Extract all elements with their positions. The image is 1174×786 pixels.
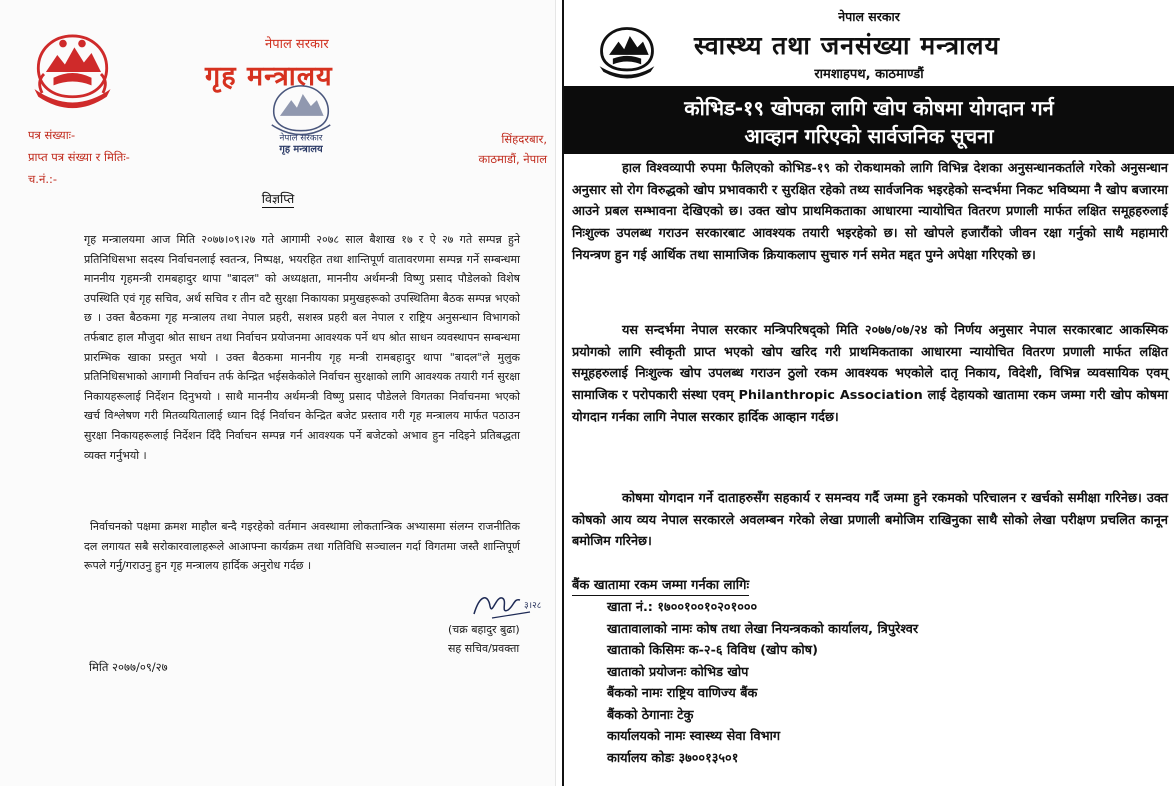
stamp-line-1: नेपाल सरकार [279, 133, 323, 144]
signature-icon [470, 588, 550, 622]
office-name: कार्यालयको नामः स्वास्थ्य सेवा विभाग [607, 729, 781, 744]
press-release-date: मिति २०७७/०९/२७ [89, 660, 168, 674]
notice-government-label: नेपाल सरकार [838, 9, 900, 24]
office-city: काठमाडौं, नेपाल [478, 152, 547, 166]
notice-title-line-2: आव्हान गरिएको सार्वजनिक सूचना [744, 124, 994, 148]
notice-paragraph-3: कोषमा योगदान गर्ने दाताहरुसँग सहकार्य र समन्वय गर्दै जम्मा हुने रकमको परिचालन र खर्चको समीक्षा गरिनेछ। उक्त कोषको आय व्यय नेपाल सरकारले अवलम्बन गरेको लेखा प्रणाली बमोजिम राखिनुका साथै सोको लेखा परीक्षण प्रचलित कानून बमोजिम गरिनेछ। [572, 491, 1168, 550]
bank-name: बैंकको नामः राष्ट्रिय वाणिज्य बैंक [607, 686, 758, 701]
letterhead-ministry-title: गृह मन्त्रालय [205, 61, 333, 92]
bank-account-purpose: खाताको प्रयोजनः कोभिड खोप [607, 664, 749, 680]
bank-account-type: खाताको किसिमः क-२-६ विविध (खोप कोष) [607, 643, 818, 658]
received-number-date-label: प्राप्त पत्र संख्या र मितिः- [28, 150, 130, 164]
bank-account-number: खाता नं.: १७००१००१०२०१००० [607, 600, 758, 615]
press-release-heading-text: विज्ञप्ति [261, 191, 295, 206]
bank-details-heading: बैंक खातामा रकम जम्मा गर्नका लागिः [572, 577, 749, 596]
press-release-paragraph-1: गृह मन्त्रालयमा आज मिति २०७७।०९।२७ गते आगामी २०७८ साल बैशाख १७ र ऐ २७ गते सम्पन्न हुने प्रतिनिधिसभा सदस्य निर्वाचनलाई स्वतन्त्र, निष्पक्ष, भयरहित तथा शान्तिपूर्ण वातावरणमा सम्पन्न गर्ने सम्बन्धमा माननीय गृहमन्त्री रामबहादुर थापा "बादल" को अध्यक्षता, माननीय अर्थमन्त्री विष्णु प्रसाद पौडेलको विशेष उपस्थिति एवं गृह सचिव, अर्थ सचिव र तीन वटै सुरक्षा निकायका प्रमुखहरूको उपस्थितिमा बैठक सम्पन्न भएको छ । उक्त बैठकमा गृह मन्त्रालय तथा नेपाल प्रहरी, सशस्त्र प्रहरी बल नेपाल र राष्ट्रिय अनुसन्धान विभागको तर्फबाट हाल मौजुदा श्रोत साधन तथा निर्वाचन प्रयोजनमा आवश्यक पर्ने थप श्रोत साधन व्यवस्थापन सम्बन्धमा प्रारम्भिक खाका प्रस्तुत भयो । उक्त बैठकमा माननीय गृह मन्त्री रामबहादुर थापा "बादल"ले मुलुक प्रतिनिधिसभाको आगामी निर्वाचन तर्फ केन्द्रित भईसकेकोले निर्वाचन सुरक्षाको लागि आवश्यक तयारी गर्न सुरक्षा निकायहरूलाई निर्देशन दिनुभयो । साथै माननीय अर्थमन्त्री विष्णु प्रसाद पौडेलले विगतका निर्वाचनमा भएको खर्च विश्लेषण गरी मितव्ययितालाई ध्यान दिई निर्वाचन केन्द्रित बजेट प्रस्ताव गरी गृह मन्त्रालय मार्फत पठाउन सुरक्षा निकायहरूलाई निर्देशन दिँदै निर्वाचन सम्पन्न गर्न आवश्यक पर्ने बजेटको अभाव हुन नदिइने प्रतिबद्धता व्यक्त गर्नुभयो । [84, 233, 520, 462]
notice-paragraph-1: हाल विश्वव्यापी रुपमा फैलिएको कोभिड-१९ को रोकथामको लागि विभिन्न देशका अनुसन्धानकर्ताले गरेको अनुसन्धान अनुसार सो रोग विरुद्धको खोप प्रभावकारी र सुरक्षित रहेको तथ्य सार्वजनिक भइरहेको सन्दर्भमा निकट भविष्यमा नै खोप बजारमा आउने प्रबल सम्भावना देखिएको छ। उक्त खोप प्राथमिकताका आधारमा न्यायोचित वितरण प्रणाली मार्फत लक्षित समूहहरुलाई निःशुल्क उपलब्ध गराउन सरकारबाट आवश्यक तयारी भइरहेको छ। सो खोपले हजारौंको जीवन रक्षा गर्नुको साथै महामारी नियन्त्रण हुन गई आर्थिक तथा सामाजिक क्रियाकलाप सुचारु गर्न समेत मद्दत पुग्ने अपेक्षा गरिएको छ। [572, 161, 1168, 263]
office-code: कार्यालय कोडः ३७००१३५०१ [607, 750, 739, 766]
notice-title-line-1: कोभिड-१९ खोपका लागि खोप कोषमा योगदान गर्न [684, 96, 1054, 120]
office-location: सिंहदरबार, [501, 132, 547, 146]
press-release-paragraph-2: निर्वाचनको पक्षमा क्रमश माहौल बन्दै गइरहेको वर्तमान अवस्थामा लोकतान्त्रिक अभ्यासमा संलग्न राजनीतिक दल लगायत सबै सरोकारवालाहरूले आआफ्ना कार्यक्रम तथा गतिविधि सञ्चालन गर्दा विगतमा जस्तै शान्तिपूर्ण रूपले गर्नु/गराउनु हुन गृह मन्त्रालय हार्दिक अनुरोध गर्दछ । [84, 520, 520, 573]
dispatch-number-label: च.नं.:- [28, 172, 58, 186]
notice-paragraph-2: यस सन्दर्भमा नेपाल सरकार मन्त्रिपरिषद्को मिति २०७७/०७/२४ को निर्णय अनुसार नेपाल सरकारबाट आकस्मिक प्रयोगको लागि स्वीकृती प्राप्त भएको खोप खरिद गरी प्राथमिकताका आधारमा न्यायोचित वितरण प्रणाली मार्फत लक्षित समूहहरुलाई निःशुल्क खोप उपलब्ध गराउन ठुलो रकम आवश्यक भएकोले दातृ निकाय, विदेशी, विभिन्न व्यवसायिक एवम् सामाजिक र परोपकारी संस्था एवम् Philanthropic Association लाई देहायको खातामा रकम जम्मा गरी खोप कोषमा योगदान गर्नका लागि नेपाल सरकार हार्दिक आव्हान गर्दछ। [572, 323, 1168, 425]
notice-title-banner [564, 86, 1174, 154]
press-release-heading [0, 190, 556, 207]
notice-ministry-title: स्वास्थ्य तथा जनसंख्या मन्त्रालय [694, 31, 1001, 60]
health-ministry-public-notice [562, 0, 1174, 786]
ministry-seal-icon [262, 80, 340, 158]
signatory-post: सह सचिव/प्रवक्ता [448, 642, 520, 655]
notice-ministry-address: रामशाहपथ, काठमाण्डौं [814, 67, 924, 82]
signature-date: ३।२८ [524, 601, 542, 611]
nepal-emblem-icon [25, 30, 120, 116]
signatory-name: (चक्र बहादुर बुढा) [448, 623, 520, 636]
bank-details-list [607, 597, 918, 769]
letterhead-government-label: नेपाल सरकार [265, 37, 329, 52]
bank-address: बैंकको ठेगानाः टेकु [607, 707, 694, 723]
home-ministry-press-release [0, 0, 556, 786]
bank-account-holder: खातावालाको नामः कोष तथा लेखा नियन्त्रकको कार्यालय, त्रिपुरेश्वर [607, 621, 919, 637]
stamp-line-2: गृह मन्त्रालय [279, 144, 323, 156]
letter-number-label: पत्र संख्याः- [28, 128, 76, 142]
